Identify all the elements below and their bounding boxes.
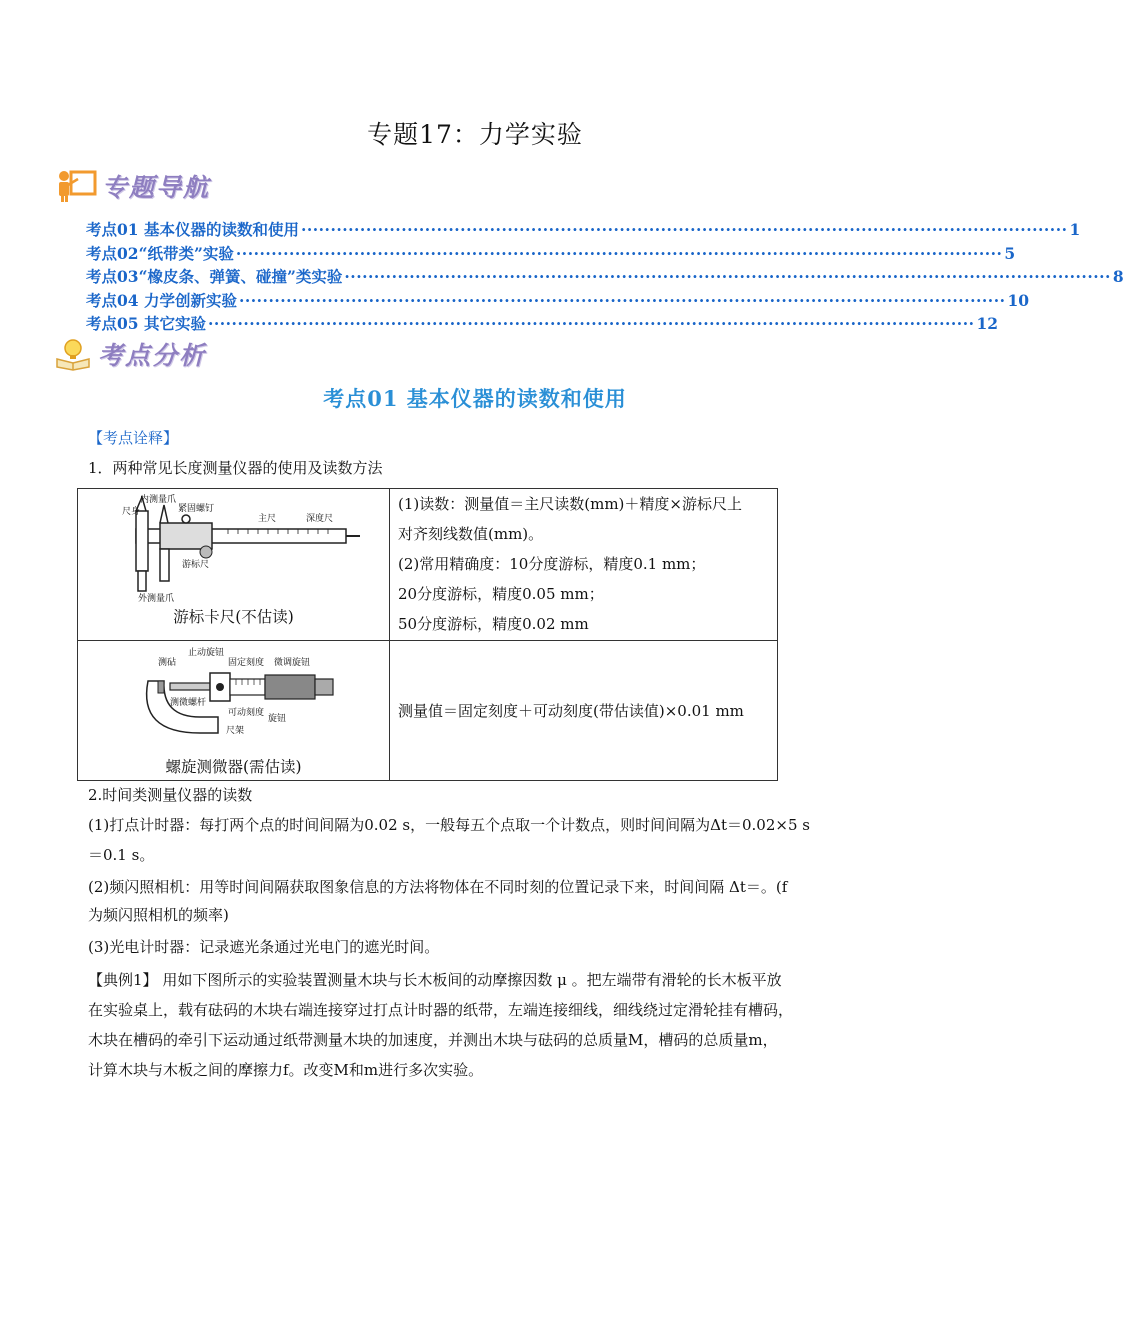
item-1: 1．两种常见长度测量仪器的使用及读数方法 (88, 459, 383, 477)
item-2: 2.时间类测量仪器的读数 (88, 786, 253, 804)
lightbulb-book-icon (54, 337, 94, 371)
example-line-2: 在实验桌上，载有砝码的木块右端连接穿过打点计时器的纸带，左端连接细线，细线绕过定滑轮挂有槽码， (88, 1001, 794, 1019)
toc-entry[interactable]: 考点02“纸带类”实验 ·································································································································· 5 (86, 243, 1016, 263)
toc-entry[interactable]: 考点01 基本仪器的读数和使用 ·································································································································· 1 (86, 220, 1081, 239)
caliper-cell (78, 489, 390, 641)
teacher-board-icon (56, 169, 98, 203)
label-outer-jaw: 外测量爪 (138, 594, 175, 604)
toc-entry[interactable]: 考点04 力学创新实验 ·································································································································· 10 (86, 290, 1030, 310)
instrument-table (77, 488, 778, 781)
toc-entry[interactable]: 考点05 其它实验 ·································································································································· 12 (86, 314, 999, 333)
explain-tag: 【考点诠释】 (88, 429, 179, 447)
label-body: 尺身 (122, 507, 141, 517)
example-line-3: 木块在槽码的牵引下运动通过纸带测量木块的加速度，并测出木块与砝码的总质量M，槽码的总质量m， (88, 1031, 778, 1049)
label-depth: 深度尺 (306, 514, 334, 524)
analysis-banner (54, 336, 206, 372)
item-2-1b: ＝0.1 s。 (88, 846, 155, 864)
item-2-2b: 为频闪照相机的频率) (88, 906, 229, 924)
page-title: 专题17：力学实验 (367, 120, 583, 149)
label-anvil: 测砧 (158, 658, 177, 668)
label-movable: 可动刻度 (228, 708, 265, 718)
label-vernier: 游标尺 (182, 560, 210, 570)
label-fixed: 固定刻度 (228, 658, 265, 668)
label-stop: 止动旋钮 (188, 648, 225, 658)
section-heading: 考点01 基本仪器的读数和使用 (323, 386, 627, 411)
label-inner-jaw: 内测量爪 (140, 495, 177, 505)
caliper-description: (1)读数：测量值＝主尺读数(mm)＋精度×游标尺上 对齐刻线数值(mm)。 (2)常用精确度：10分度游标，精度0.1 mm； 20分度游标，精度0.05 mm； 50分度游标，精度0.02 mm (390, 489, 778, 641)
vernier-caliper-diagram (78, 489, 389, 605)
micrometer-cell (78, 641, 390, 781)
item-2-1a: (1)打点计时器：每打两个点的时间间隔为0.02 s，一般每五个点取一个计数点，则时间间隔为Δt＝0.02×5 s (88, 816, 810, 834)
micrometer-description: 测量值＝固定刻度＋可动刻度(带估读值)×0.01 mm (390, 641, 778, 781)
micrometer-caption: 螺旋测微器(需估读) (165, 758, 302, 776)
label-screw: 紧固螺钉 (178, 504, 215, 514)
item-2-2a: (2)频闪照相机：用等时间间隔获取图象信息的方法将物体在不同时刻的位置记录下来，时间间隔 Δt＝。(f (88, 878, 788, 896)
nav-banner (56, 168, 210, 204)
label-knob: 旋钮 (268, 714, 287, 724)
example-line-1: 【典例1】 用如下图所示的实验装置测量木块与长木板间的动摩擦因数 μ 。把左端带有滑轮的长木板平放 (88, 971, 782, 989)
label-frame: 尺架 (226, 726, 245, 736)
nav-banner-text: 专题导航 (102, 173, 211, 202)
caliper-caption: 游标卡尺(不估读) (173, 608, 294, 626)
label-main: 主尺 (258, 514, 277, 524)
example-tag: 【典例1】 (88, 971, 158, 989)
analysis-banner-text: 考点分析 (98, 341, 207, 370)
table-of-contents (86, 218, 1124, 336)
item-2-3: (3)光电计时器：记录遮光条通过光电门的遮光时间。 (88, 938, 440, 956)
micrometer-diagram (78, 641, 389, 751)
label-fine: 微调旋钮 (274, 658, 311, 668)
example-line-4: 计算木块与木板之间的摩擦力f。改变M和m进行多次实验。 (88, 1061, 484, 1079)
toc-entry[interactable]: 考点03“橡皮条、弹簧、碰撞”类实验 ·································································································································· 8 (86, 267, 1124, 286)
label-spindle: 测微螺杆 (170, 698, 207, 708)
